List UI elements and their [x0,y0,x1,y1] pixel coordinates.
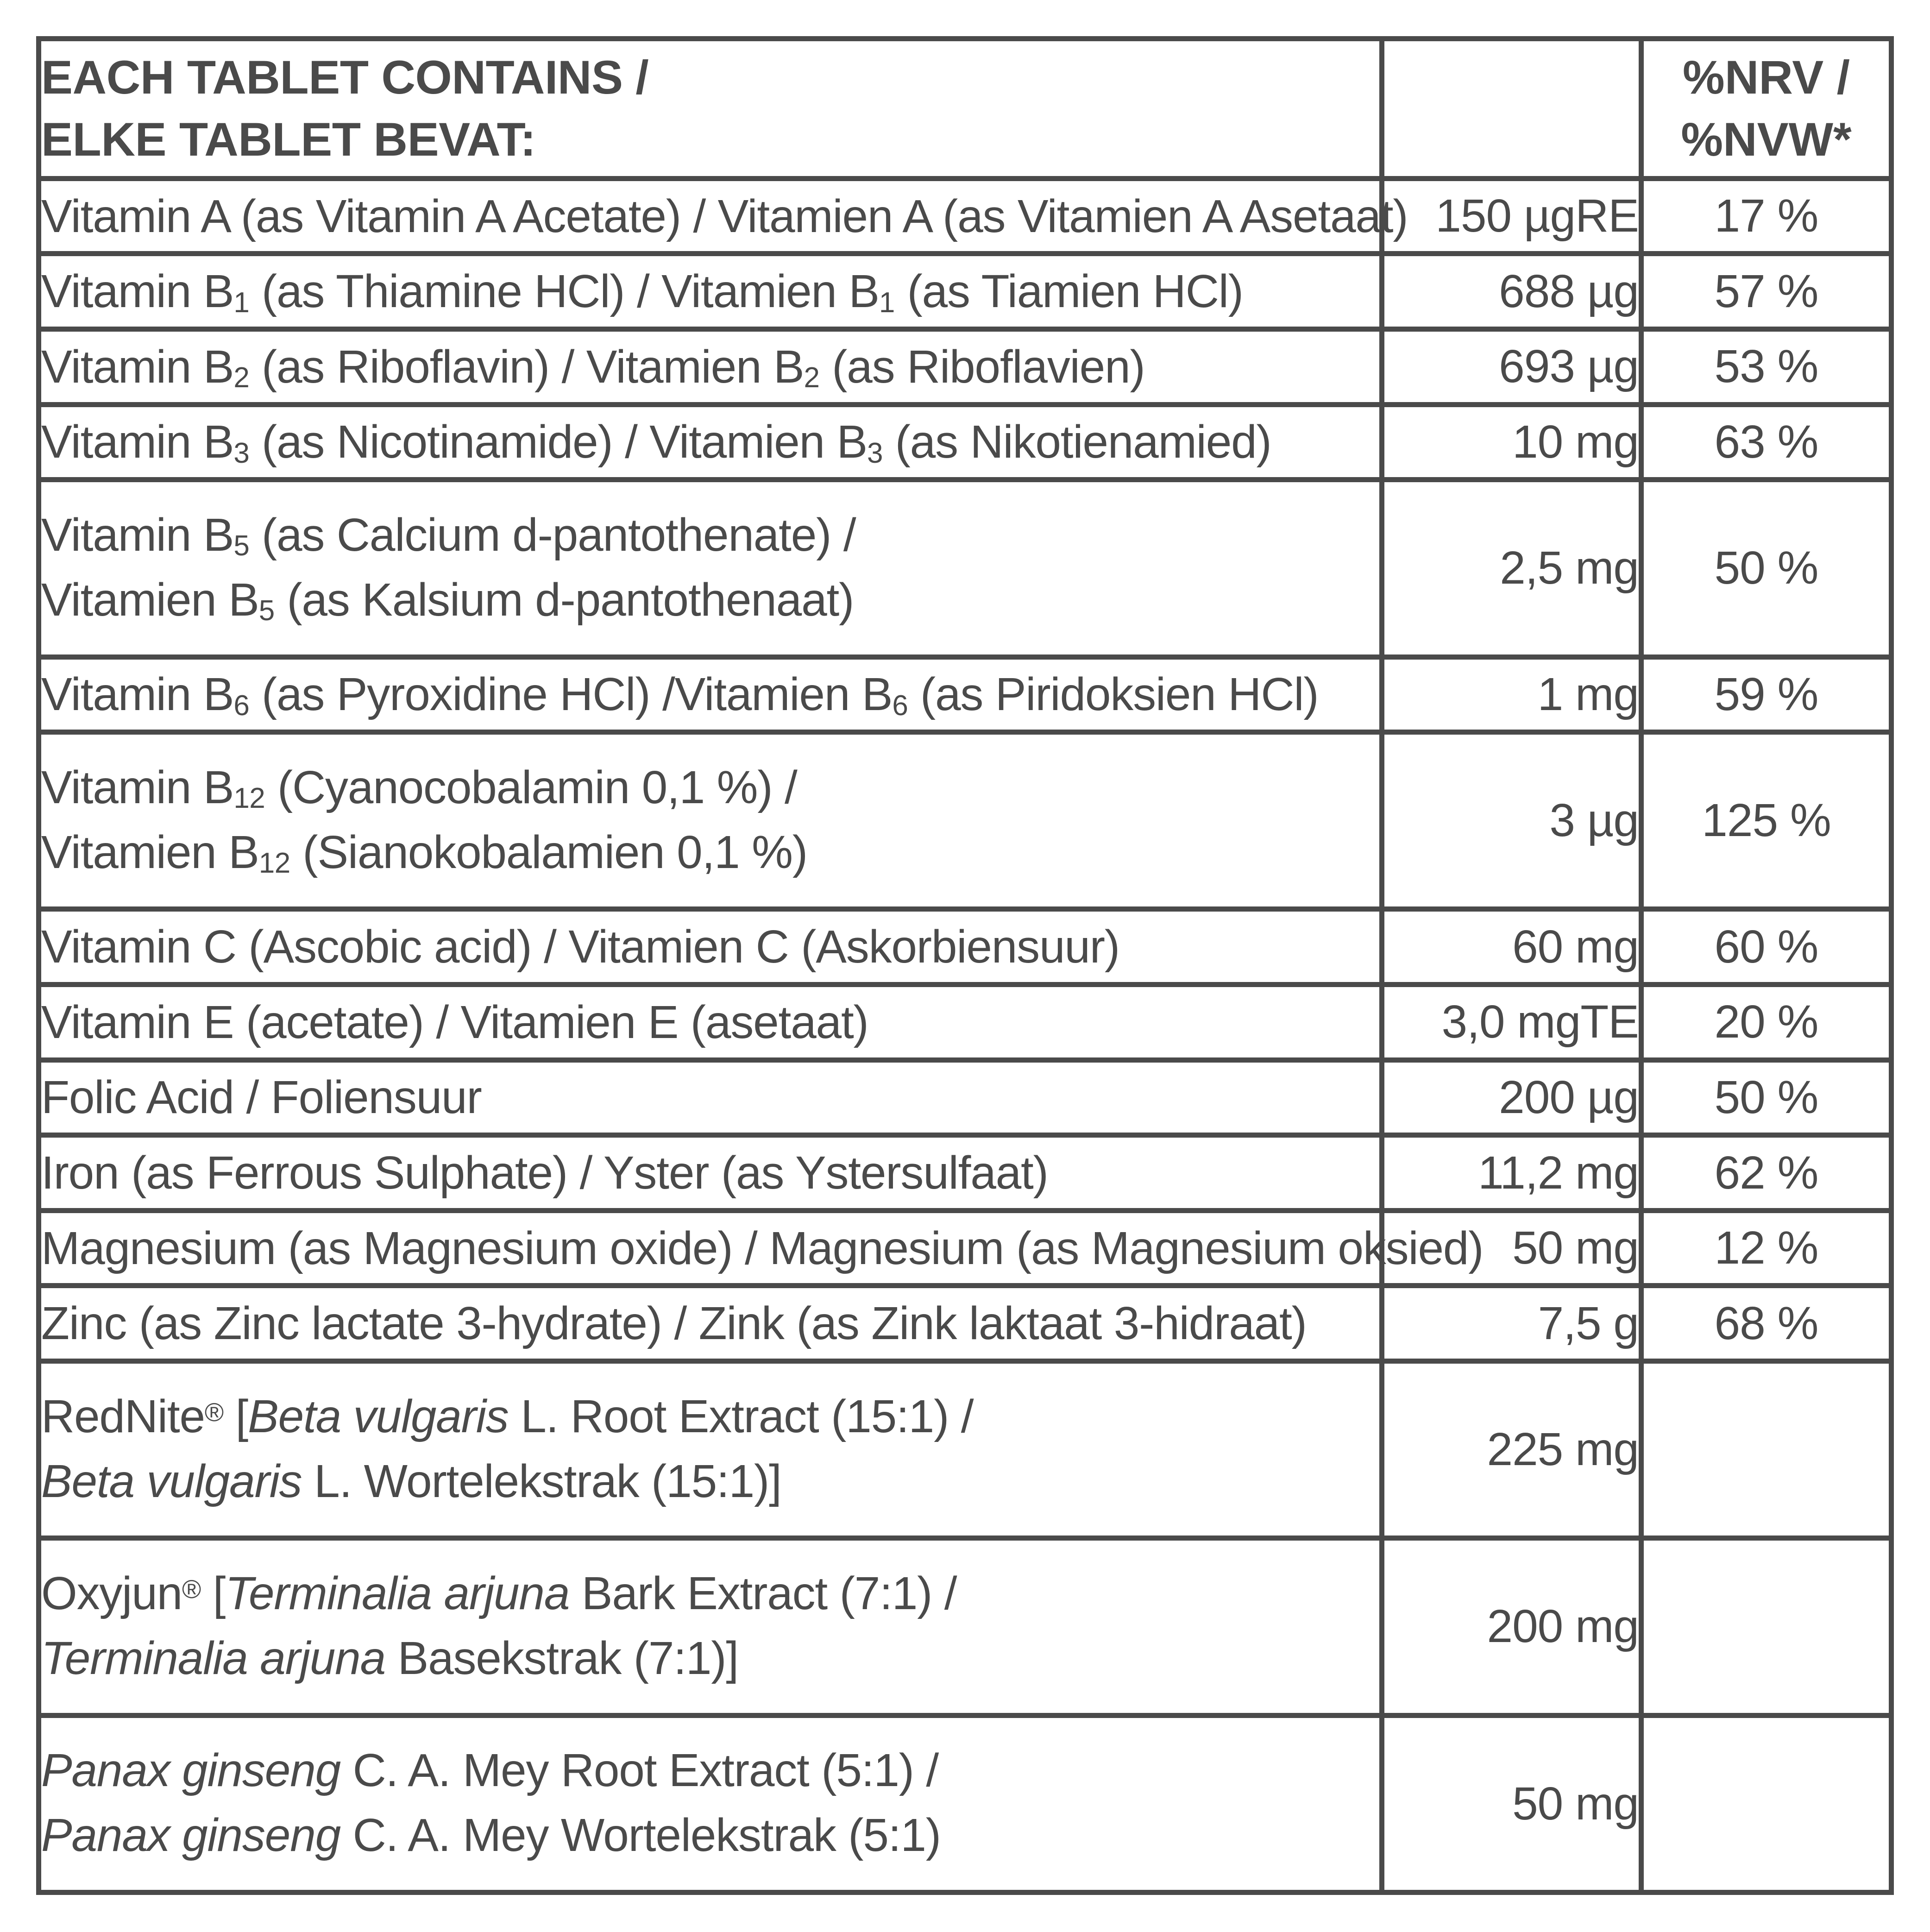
table-row [39,732,1892,909]
ingredient-name-line: Vitamin $B_3$ (as Nicotinamide) / Vitamien $B_3$ (as Nikotienamied) [41,416,1271,469]
ingredient-name-line: Oxyjun® [Terminalia arjuna Bark Extract (7:1) / [41,1567,957,1619]
table-row [39,178,1892,254]
ingredient-name-line: Vitamin $B_6$ (as Pyroxidine HCl) /Vitamien $B_6$ (as Piridoksien HCl) [41,668,1319,722]
ingredient-name-vitamin-b2 [39,329,1382,405]
ingredient-amount-vitamin-b1: 688 µg [1382,254,1641,329]
ingredient-name-line: Vitamien $B_5$ (as Kalsium d-pantothenaat) [41,573,854,627]
header-line-en: EACH TABLET CONTAINS / [41,50,649,104]
ingredient-name-line: Vitamin $B_5$ (as Calcium d-pantothenate) / [41,509,856,562]
ingredient-name-rednite [39,1361,1382,1538]
header-nrv-line1: %NRV / [1683,50,1850,104]
ingredient-name-line: Vitamin $B_1$ (as Thiamine HCl) / Vitamien $B_1$ (as Tiamien HCl) [41,265,1243,319]
table-row [39,1538,1892,1715]
ingredient-amount-vitamin-c: 60 mg [1382,909,1641,985]
ingredient-name-line: Panax ginseng C. A. Mey Root Extract (5:1) / [41,1744,939,1797]
table-row [39,985,1892,1060]
ingredient-name-vitamin-b1 [39,254,1382,329]
header-nrv-line2: %NVW* [1681,113,1852,166]
ingredient-name-vitamin-e [39,985,1382,1060]
ingredient-amount-rednite: 225 mg [1382,1361,1641,1538]
ingredient-amount-vitamin-b6: 1 mg [1382,657,1641,732]
ingredient-name-line: Vitamin $B_{12}$ (Cyanocobalamin 0,1 %) / [41,761,797,815]
table-row [39,1715,1892,1892]
table-row [39,480,1892,657]
table-body [39,39,1892,1893]
ingredient-nrv-panax-ginseng [1641,1715,1892,1892]
ingredient-name-line: Vitamin E (acetate) / Vitamien E (asetaat) [41,996,868,1048]
ingredient-nrv-rednite [1641,1361,1892,1538]
ingredient-nrv-iron: 62 % [1641,1135,1892,1211]
ingredient-nrv-vitamin-e: 20 % [1641,985,1892,1060]
ingredient-name-line: Terminalia arjuna Basekstrak (7:1)] [41,1632,738,1684]
ingredient-name-line: Vitamin A (as Vitamin A Acetate) / Vitamien A (as Vitamien A Asetaat) [41,190,1408,242]
ingredient-nrv-vitamin-b5: 50 % [1641,480,1892,657]
ingredient-name-vitamin-b5 [39,480,1382,657]
ingredient-amount-vitamin-b3: 10 mg [1382,404,1641,480]
table-row [39,657,1892,732]
table-row [39,1060,1892,1135]
ingredient-amount-vitamin-b12: 3 µg [1382,732,1641,909]
ingredient-name-vitamin-b6 [39,657,1382,732]
header-amount-blank [1382,39,1641,179]
table-row [39,909,1892,985]
ingredient-name-line: RedNite® [Beta vulgaris L. Root Extract (15:1) / [41,1390,974,1442]
table-header-row [39,39,1892,179]
ingredient-name-vitamin-c [39,909,1382,985]
ingredient-amount-vitamin-b5: 2,5 mg [1382,480,1641,657]
table-row [39,1135,1892,1211]
ingredient-nrv-vitamin-b1: 57 % [1641,254,1892,329]
ingredient-name-line: Iron (as Ferrous Sulphate) / Yster (as Ystersulfaat) [41,1147,1048,1199]
ingredient-amount-folic-acid: 200 µg [1382,1060,1641,1135]
ingredient-name-line: Beta vulgaris L. Wortelekstrak (15:1)] [41,1455,781,1507]
ingredient-nrv-vitamin-b3: 63 % [1641,404,1892,480]
ingredient-name-line: Folic Acid / Foliensuur [41,1071,482,1124]
ingredient-name-line: Vitamin $B_2$ (as Riboflavin) / Vitamien $B_2$ (as Riboflavien) [41,340,1145,394]
ingredient-name-magnesium [39,1210,1484,1286]
ingredient-name-vitamin-a [39,178,1408,254]
ingredient-amount-vitamin-a: 150 µgRE [1382,178,1641,254]
ingredient-nrv-vitamin-b12: 125 % [1641,732,1892,909]
ingredient-nrv-vitamin-a: 17 % [1641,178,1892,254]
ingredient-name-line: Vitamien $B_{12}$ (Sianokobalamien 0,1 %) [41,826,807,880]
header-nrv-label [1641,39,1892,179]
ingredient-name-panax-ginseng [39,1715,1382,1892]
ingredient-amount-zinc: 7,5 g [1382,1286,1641,1361]
header-ingredients-label [39,39,1382,179]
ingredient-name-line: Magnesium (as Magnesium oxide) / Magnesium (as Magnesium oksied) [41,1222,1484,1274]
ingredient-nrv-zinc: 68 % [1641,1286,1892,1361]
header-line-af: ELKE TABLET BEVAT: [41,113,536,166]
table-row [39,329,1892,405]
ingredient-nrv-vitamin-b6: 59 % [1641,657,1892,732]
table-row [39,404,1892,480]
ingredient-name-vitamin-b12 [39,732,1382,909]
ingredient-amount-panax-ginseng: 50 mg [1382,1715,1641,1892]
ingredient-name-line: Zinc (as Zinc lactate 3-hydrate) / Zink (as Zink laktaat 3-hidraat) [41,1297,1307,1350]
ingredient-name-line: Panax ginseng C. A. Mey Wortelekstrak (5:1) [41,1809,941,1862]
ingredient-name-folic-acid [39,1060,1382,1135]
ingredient-nrv-folic-acid: 50 % [1641,1060,1892,1135]
nutrition-facts-table [36,36,1894,1895]
table-row [39,1210,1892,1286]
ingredient-name-line: Vitamin C (Ascobic acid) / Vitamien C (Askorbiensuur) [41,921,1120,973]
ingredient-amount-iron: 11,2 mg [1382,1135,1641,1211]
table-row [39,1286,1892,1361]
ingredient-nrv-vitamin-b2: 53 % [1641,329,1892,405]
ingredient-nrv-oxyjun [1641,1538,1892,1715]
table-row [39,1361,1892,1538]
ingredient-amount-vitamin-e: 3,0 mgTE [1382,985,1641,1060]
ingredient-name-oxyjun [39,1538,1382,1715]
ingredient-nrv-magnesium: 12 % [1641,1210,1892,1286]
table-row [39,254,1892,329]
ingredient-amount-vitamin-b2: 693 µg [1382,329,1641,405]
ingredient-nrv-vitamin-c: 60 % [1641,909,1892,985]
ingredient-name-iron [39,1135,1382,1211]
ingredient-amount-magnesium: 50 mg [1382,1210,1641,1286]
ingredient-name-zinc [39,1286,1382,1361]
ingredient-name-vitamin-b3 [39,404,1382,480]
ingredient-amount-oxyjun: 200 mg [1382,1538,1641,1715]
